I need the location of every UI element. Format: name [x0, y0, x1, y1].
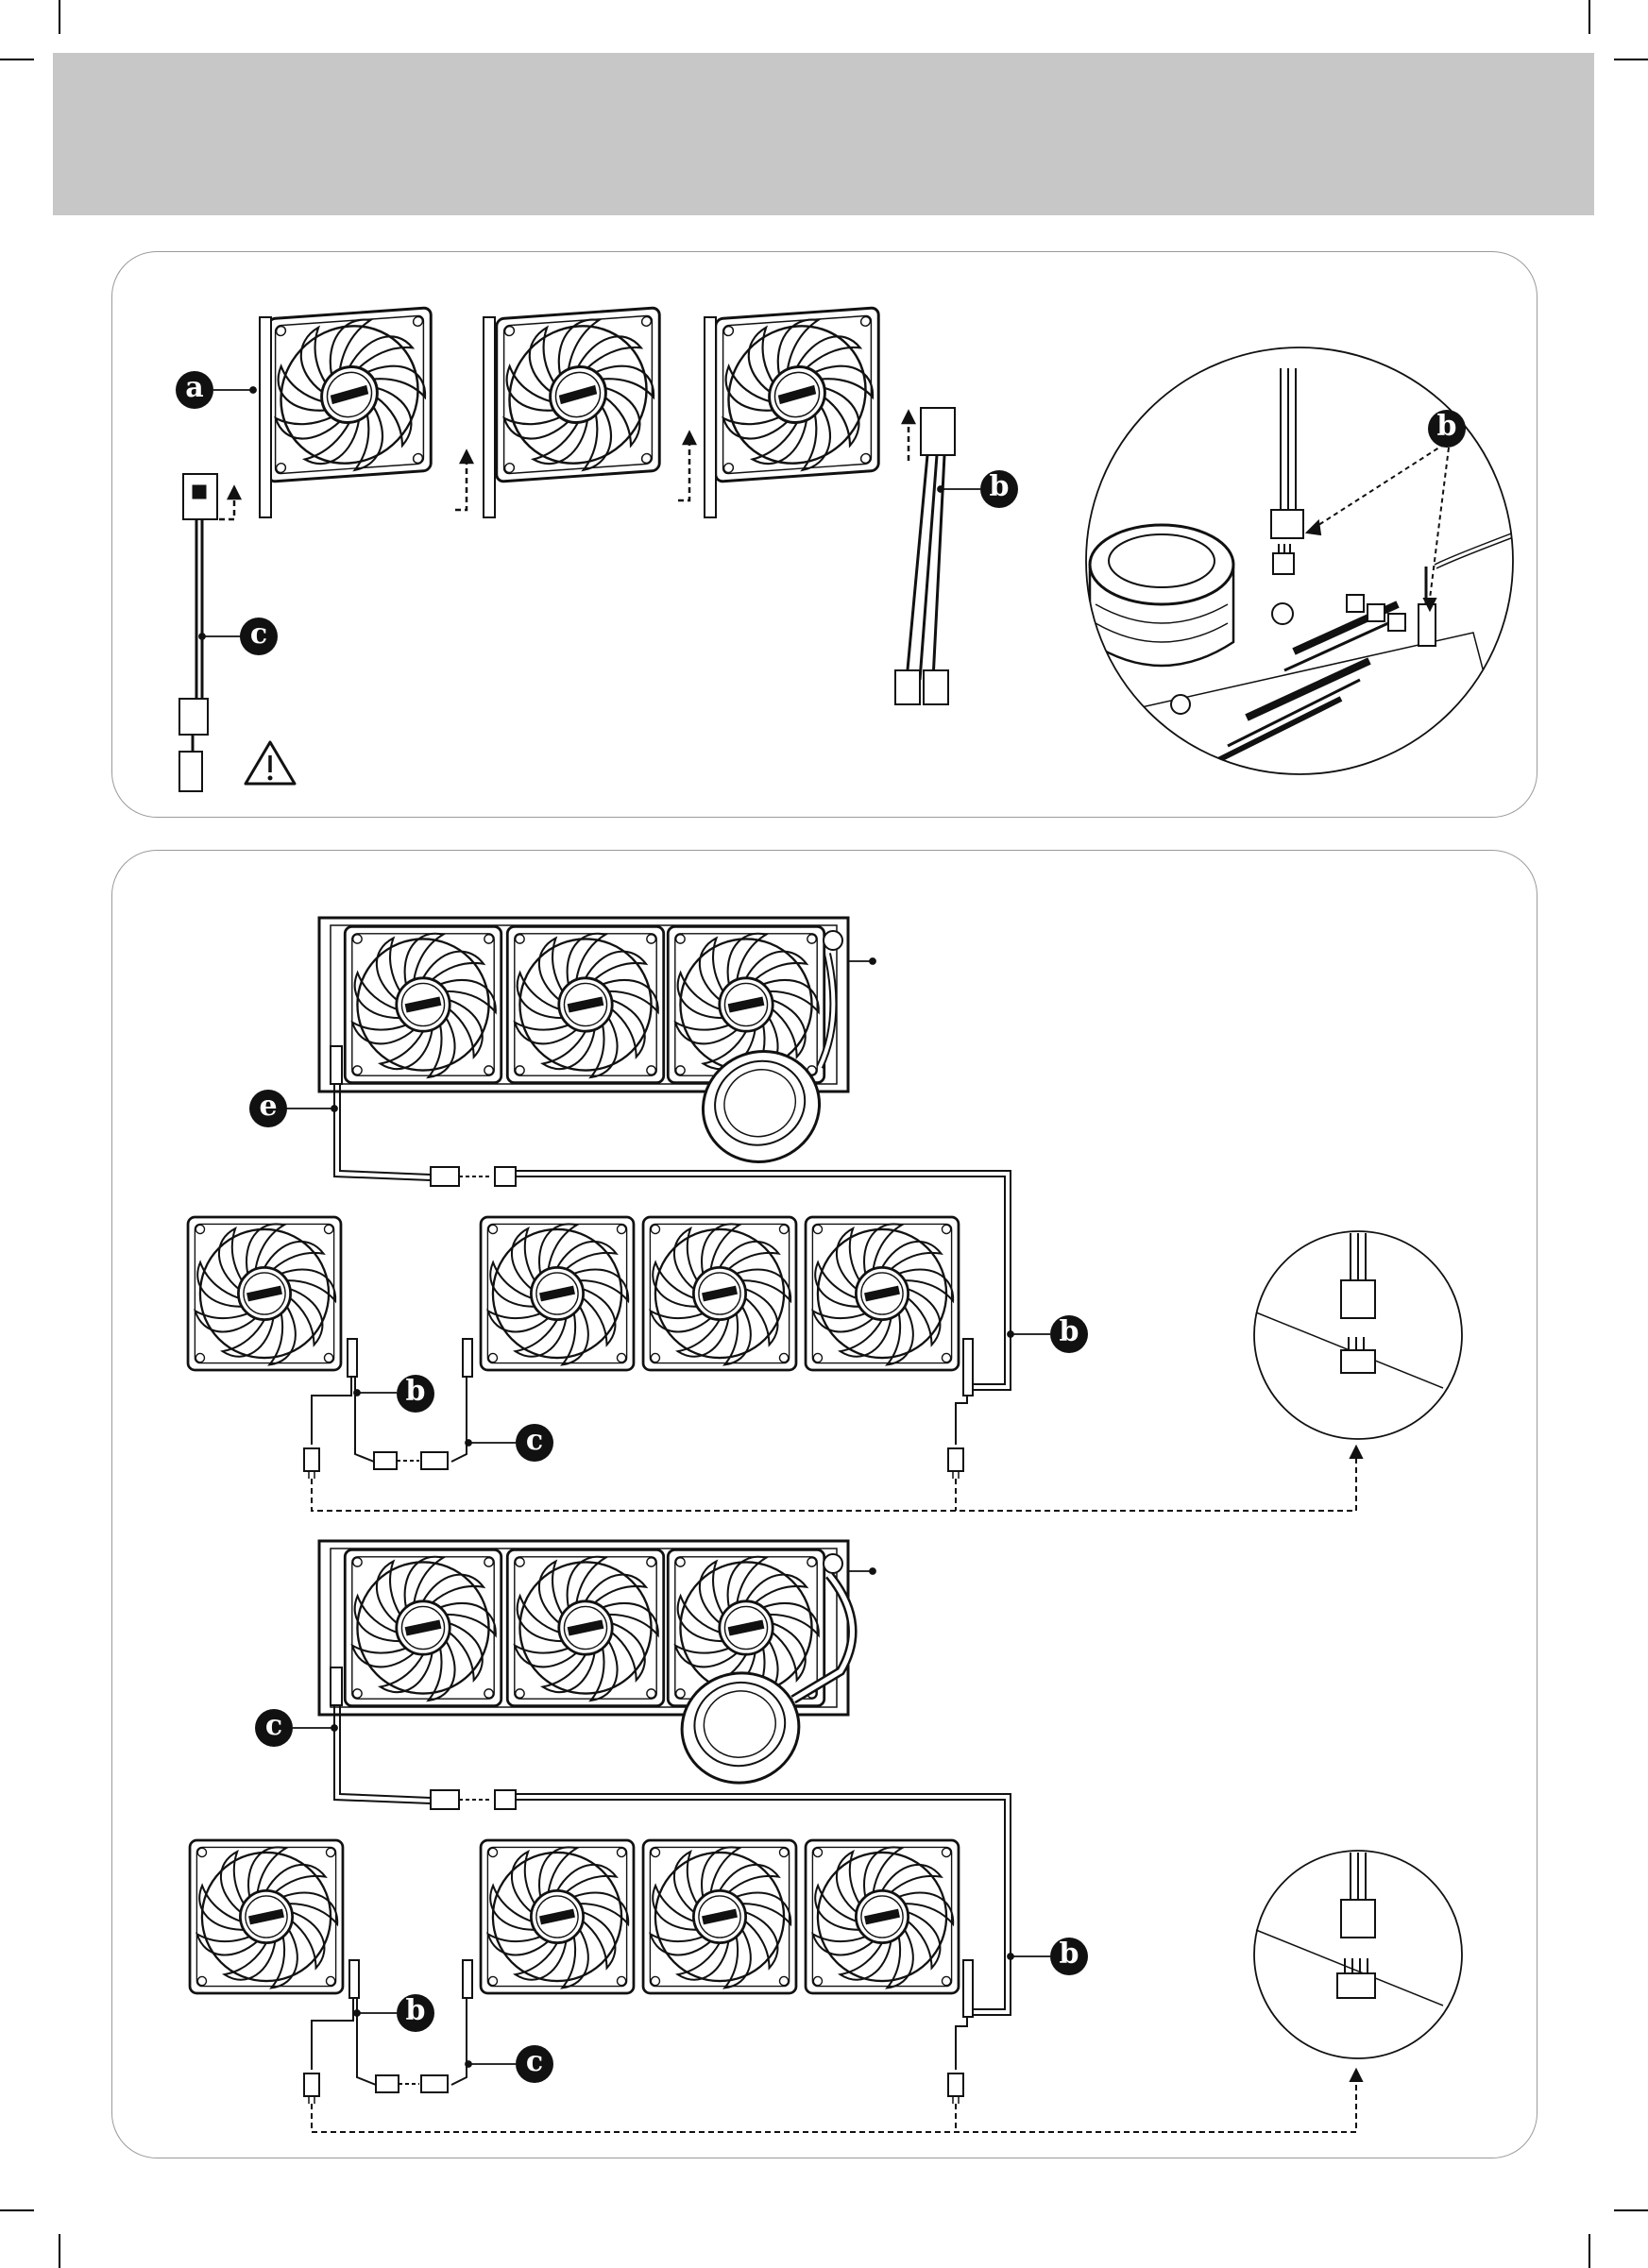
callout-b-inset: b — [1428, 410, 1466, 448]
callout-b-fan-hub-right: b — [1050, 1938, 1088, 1975]
fan-row-top — [260, 306, 881, 517]
fan-cable-c — [179, 474, 217, 791]
argb-cable-b — [895, 408, 955, 704]
callout-c-extension-cable: c — [516, 2045, 553, 2083]
header-inset-setup2 — [1254, 1851, 1462, 2058]
callout-b-argb-cable: b — [980, 470, 1018, 508]
callout-e-pump-cable: e — [249, 1090, 287, 1127]
callout-b-fan-hub-left: b — [397, 1375, 434, 1413]
callout-c-extension-cable: c — [516, 1424, 553, 1462]
callout-b-fan-hub-right: b — [1050, 1315, 1088, 1353]
callout-a-fan-chain: a — [176, 371, 213, 409]
header-link-setup2 — [312, 2070, 1362, 2132]
warning-triangle-icon — [246, 742, 295, 784]
callout-c-fan-cable: c — [240, 618, 278, 655]
fan-row-setup1 — [188, 1216, 973, 1396]
callout-c-pump-cable: c — [255, 1709, 293, 1747]
header-inset-setup1 — [1254, 1231, 1462, 1439]
callout-b-fan-hub-left: b — [397, 1994, 434, 2032]
radiator-setup1 — [319, 918, 848, 1178]
fan-row-setup2 — [190, 1839, 973, 2017]
radiator-setup2 — [319, 1541, 853, 1792]
header-link-setup1 — [312, 1447, 1362, 1511]
